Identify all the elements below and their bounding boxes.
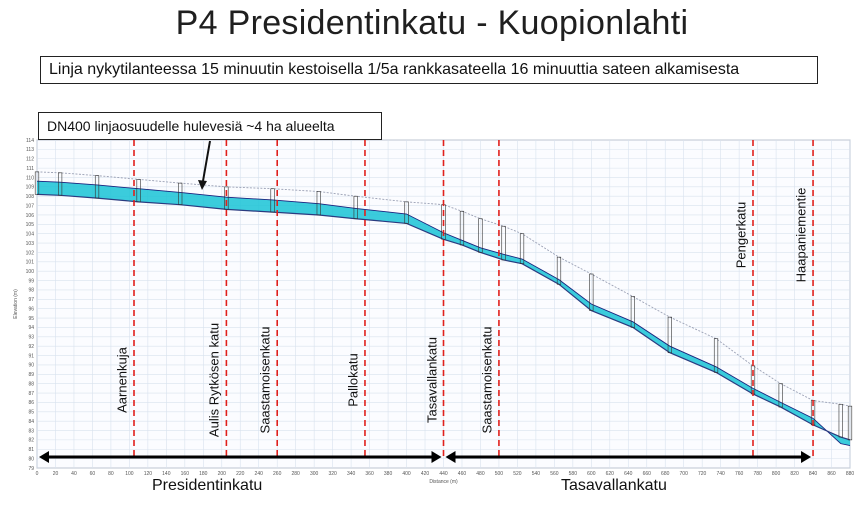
y-tick-label: 106 (25, 212, 34, 219)
y-tick-label: 89 (28, 372, 34, 379)
y-tick-label: 88 (28, 381, 34, 388)
street-label: Saastamoisenkatu (479, 326, 495, 434)
y-tick-label: 87 (28, 390, 34, 397)
y-tick-label: 102 (25, 250, 34, 257)
x-tick-label: 460 (457, 471, 467, 477)
x-tick-label: 240 (254, 471, 263, 477)
x-tick-label: 520 (513, 471, 522, 477)
slide-title: P4 Presidentinkatu - Kuopionlahti (175, 4, 689, 42)
street-label: Pengerkatu (733, 201, 749, 269)
street-label: Aarnenkuja (114, 347, 130, 413)
y-tick-label: 108 (25, 194, 34, 201)
x-tick-label: 20 (52, 471, 59, 477)
y-tick-label: 84 (28, 418, 34, 425)
section-label: Presidentinkatu (146, 477, 268, 495)
y-tick-label: 100 (25, 269, 34, 275)
y-tick-label: 112 (26, 156, 34, 163)
x-tick-label: 120 (143, 471, 153, 477)
x-tick-label: 140 (162, 471, 171, 477)
x-tick-label: 180 (199, 471, 208, 477)
x-tick-label: 500 (494, 471, 504, 477)
x-tick-label: 200 (217, 471, 226, 477)
x-tick-label: 40 (71, 471, 77, 477)
x-tick-label: 280 (291, 471, 300, 477)
x-tick-label: 380 (383, 471, 393, 477)
y-tick-label: 91 (28, 353, 34, 360)
street-label: Haapaniementie (793, 187, 809, 283)
street-label: Tasavallankatu (424, 337, 439, 423)
y-tick-label: 105 (25, 222, 34, 229)
x-tick-label: 720 (698, 471, 707, 477)
x-tick-label: 260 (273, 471, 282, 477)
x-tick-label: 640 (624, 471, 633, 477)
x-tick-label: 340 (346, 471, 356, 477)
y-tick-label: 81 (28, 447, 34, 454)
street-label: Aulis Rytkösen katu (206, 322, 222, 438)
y-tick-label: 98 (28, 287, 34, 294)
y-tick-label: 103 (25, 240, 34, 247)
x-tick-label: 320 (328, 471, 337, 477)
x-tick-label: 700 (679, 471, 688, 477)
scenario-description: Linjа nykytilanteessa 15 minuutin kestoisella 1/5a rankkasateella 16 minuuttia sateen alkamisesta (40, 56, 818, 84)
x-tick-label: 760 (734, 471, 744, 477)
section-label: Tasavallankatu (555, 477, 673, 495)
x-axis-label: Distance (m) (429, 479, 458, 485)
x-tick-label: 100 (125, 471, 134, 477)
x-tick-label: 160 (180, 471, 189, 477)
y-tick-label: 90 (28, 362, 34, 369)
street-label: Pallokatu (345, 353, 361, 407)
x-tick-label: 0 (35, 471, 39, 477)
x-tick-label: 420 (420, 471, 430, 477)
y-tick-label: 95 (28, 315, 34, 322)
y-tick-label: 114 (26, 137, 34, 144)
x-tick-label: 880 (845, 471, 855, 477)
callout-note: DN400 linjaosuudelle hulevesiä ~4 ha alueelta (38, 112, 382, 140)
x-tick-label: 620 (605, 471, 614, 477)
y-tick-label: 83 (28, 428, 34, 435)
y-tick-label: 86 (28, 400, 34, 407)
y-tick-label: 80 (28, 456, 34, 463)
y-tick-label: 104 (25, 231, 34, 238)
x-tick-label: 660 (642, 471, 651, 477)
x-tick-label: 440 (439, 471, 448, 477)
x-tick-label: 740 (716, 471, 725, 477)
y-tick-label: 97 (28, 297, 34, 304)
y-tick-label: 113 (26, 147, 34, 154)
y-tick-label: 92 (28, 343, 34, 350)
y-tick-label: 85 (28, 409, 34, 416)
y-tick-label: 99 (28, 278, 34, 285)
x-tick-label: 360 (365, 471, 374, 477)
street-label: Saastamoisenkatu (257, 326, 273, 434)
y-tick-label: 107 (25, 203, 34, 210)
y-tick-label: 111 (26, 165, 34, 172)
x-tick-label: 680 (661, 471, 670, 477)
x-tick-label: 300 (309, 471, 319, 477)
y-tick-label: 101 (25, 259, 34, 266)
y-axis-label: Elevation (m) (13, 289, 19, 319)
y-tick-label: 110 (26, 175, 34, 182)
y-tick-label: 109 (25, 184, 34, 191)
x-tick-label: 860 (827, 471, 836, 477)
x-tick-label: 80 (108, 471, 114, 477)
x-tick-label: 800 (771, 471, 781, 477)
y-tick-label: 96 (28, 306, 34, 313)
x-tick-label: 60 (89, 471, 96, 477)
x-tick-label: 560 (550, 471, 559, 477)
y-tick-label: 94 (28, 325, 34, 332)
x-tick-label: 780 (753, 471, 762, 477)
x-tick-label: 600 (587, 471, 596, 477)
y-tick-label: 79 (28, 465, 34, 472)
y-tick-label: 93 (28, 334, 34, 341)
x-tick-label: 840 (808, 471, 818, 477)
x-tick-label: 820 (790, 471, 799, 477)
x-tick-label: 400 (402, 471, 411, 477)
x-tick-label: 480 (476, 471, 485, 477)
x-tick-label: 580 (568, 471, 578, 477)
x-tick-label: 540 (531, 471, 541, 477)
x-tick-label: 220 (236, 471, 245, 477)
y-tick-label: 82 (28, 437, 34, 444)
